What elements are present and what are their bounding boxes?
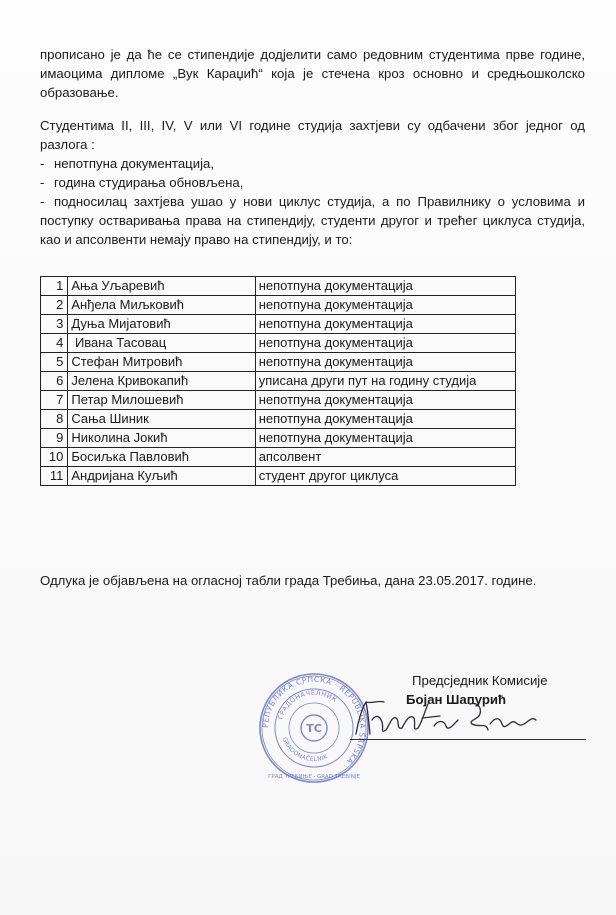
row-number: 5 bbox=[41, 353, 68, 372]
table-row bbox=[41, 296, 516, 315]
rejection-reason: непотпуна документација bbox=[255, 277, 515, 296]
rejection-reason: непотпуна документација bbox=[255, 315, 515, 334]
row-number: 3 bbox=[41, 315, 68, 334]
student-name: Босиљка Павловић bbox=[68, 448, 255, 467]
table-row bbox=[41, 372, 516, 391]
reason-text: година студирања обновљена, bbox=[54, 175, 244, 190]
intro-paragraph: прописано је да ће се стипендије додјелити само редовним студентима прве године, имаоцима дипломе „Вук Караџић“ која је стечена кроз основно и средњошколско образовање. bbox=[40, 47, 585, 100]
rejection-reason: апсолвент bbox=[255, 448, 515, 467]
student-name: Дуња Мијатовић bbox=[68, 315, 255, 334]
signatory-title: Предсједник Комисије bbox=[412, 673, 548, 688]
row-number: 7 bbox=[41, 391, 68, 410]
reasons-list bbox=[40, 154, 585, 249]
row-number: 8 bbox=[41, 410, 68, 429]
student-name: Ивана Тасовац bbox=[68, 334, 255, 353]
stamp-bottom-text: GRADONAČELNIK bbox=[280, 736, 329, 764]
stamp-outer-text: РЕПУБЛИКА СРПСКА · REPUBLIKA SRPSKA · bbox=[260, 674, 368, 771]
table-row bbox=[41, 315, 516, 334]
table-row bbox=[41, 410, 516, 429]
signature-line bbox=[350, 739, 586, 740]
student-name: Стефан Митровић bbox=[68, 353, 255, 372]
row-number: 10 bbox=[41, 448, 68, 467]
student-name: Сања Шиник bbox=[68, 410, 255, 429]
svg-text:GRADONAČELNIK bbox=[281, 736, 330, 763]
student-name: Анђела Миљковић bbox=[68, 296, 255, 315]
student-name: Петар Милошевић bbox=[68, 391, 255, 410]
rejection-reason: непотпуна документација bbox=[255, 429, 515, 448]
rejection-reason: непотпуна документација bbox=[255, 410, 515, 429]
student-name: Ања Уљаревић bbox=[68, 277, 255, 296]
table-row bbox=[41, 467, 516, 486]
student-name: Јелена Кривокапић bbox=[68, 372, 255, 391]
rejection-reason: уписана други пут на годину студија bbox=[255, 372, 515, 391]
row-number: 4 bbox=[41, 334, 68, 353]
list-item: - подносилац захтјева ушао у нови циклус студија, а по Правилнику о условима и поступку остваривања права на стипендију, студенти другог и трећег циклуса студија, као и апсолвенти немају право на стипендију, и то: bbox=[40, 194, 585, 247]
stamp-city-text: ГРАД ТРЕБИЊЕ · GRAD TREBINJE bbox=[268, 774, 360, 780]
rejection-reason: непотпуна документација bbox=[255, 353, 515, 372]
list-item: - непотпуна документација, bbox=[40, 156, 215, 171]
row-number: 9 bbox=[41, 429, 68, 448]
reasons-intro: Студентима II, III, IV, V или VI године студија захтјеви су одбачени због једног од разлога : bbox=[40, 118, 585, 152]
rejection-reason: студент другог циклуса bbox=[255, 467, 515, 486]
reason-text: подносилац захтјева ушао у нови циклус студија, а по Правилнику о условима и поступку остваривања права на стипендију, студенти другог и трећег циклуса студија, као и апсолвенти немају право на стипендију, и то: bbox=[40, 194, 585, 247]
table-row bbox=[41, 429, 516, 448]
rejected-students-table bbox=[40, 276, 516, 486]
rejection-reason: непотпуна документација bbox=[255, 334, 515, 353]
student-name: Андријана Куљић bbox=[68, 467, 255, 486]
row-number: 6 bbox=[41, 372, 68, 391]
stamp-top-text: ГРАДОНАЧЕЛНИК bbox=[276, 688, 339, 721]
table-row bbox=[41, 353, 516, 372]
rejection-reason: непотпуна документација bbox=[255, 391, 515, 410]
table-row bbox=[41, 334, 516, 353]
row-number: 11 bbox=[41, 467, 68, 486]
reason-text: непотпуна документација, bbox=[54, 156, 215, 171]
row-number: 2 bbox=[41, 296, 68, 315]
row-number: 1 bbox=[41, 277, 68, 296]
table-row bbox=[41, 277, 516, 296]
stamp-emblem: TC bbox=[306, 722, 322, 735]
signatory-name: Бојан Шапурић bbox=[406, 692, 507, 707]
decision-paragraph: Одлука је објављена на огласној табли града Требиња, дана 23.05.2017. године. bbox=[40, 573, 537, 588]
table-row bbox=[41, 448, 516, 467]
student-name: Николина Јокић bbox=[68, 429, 255, 448]
list-item: - година студирања обновљена, bbox=[40, 175, 244, 190]
rejection-reason: непотпуна документација bbox=[255, 296, 515, 315]
table-row bbox=[41, 391, 516, 410]
